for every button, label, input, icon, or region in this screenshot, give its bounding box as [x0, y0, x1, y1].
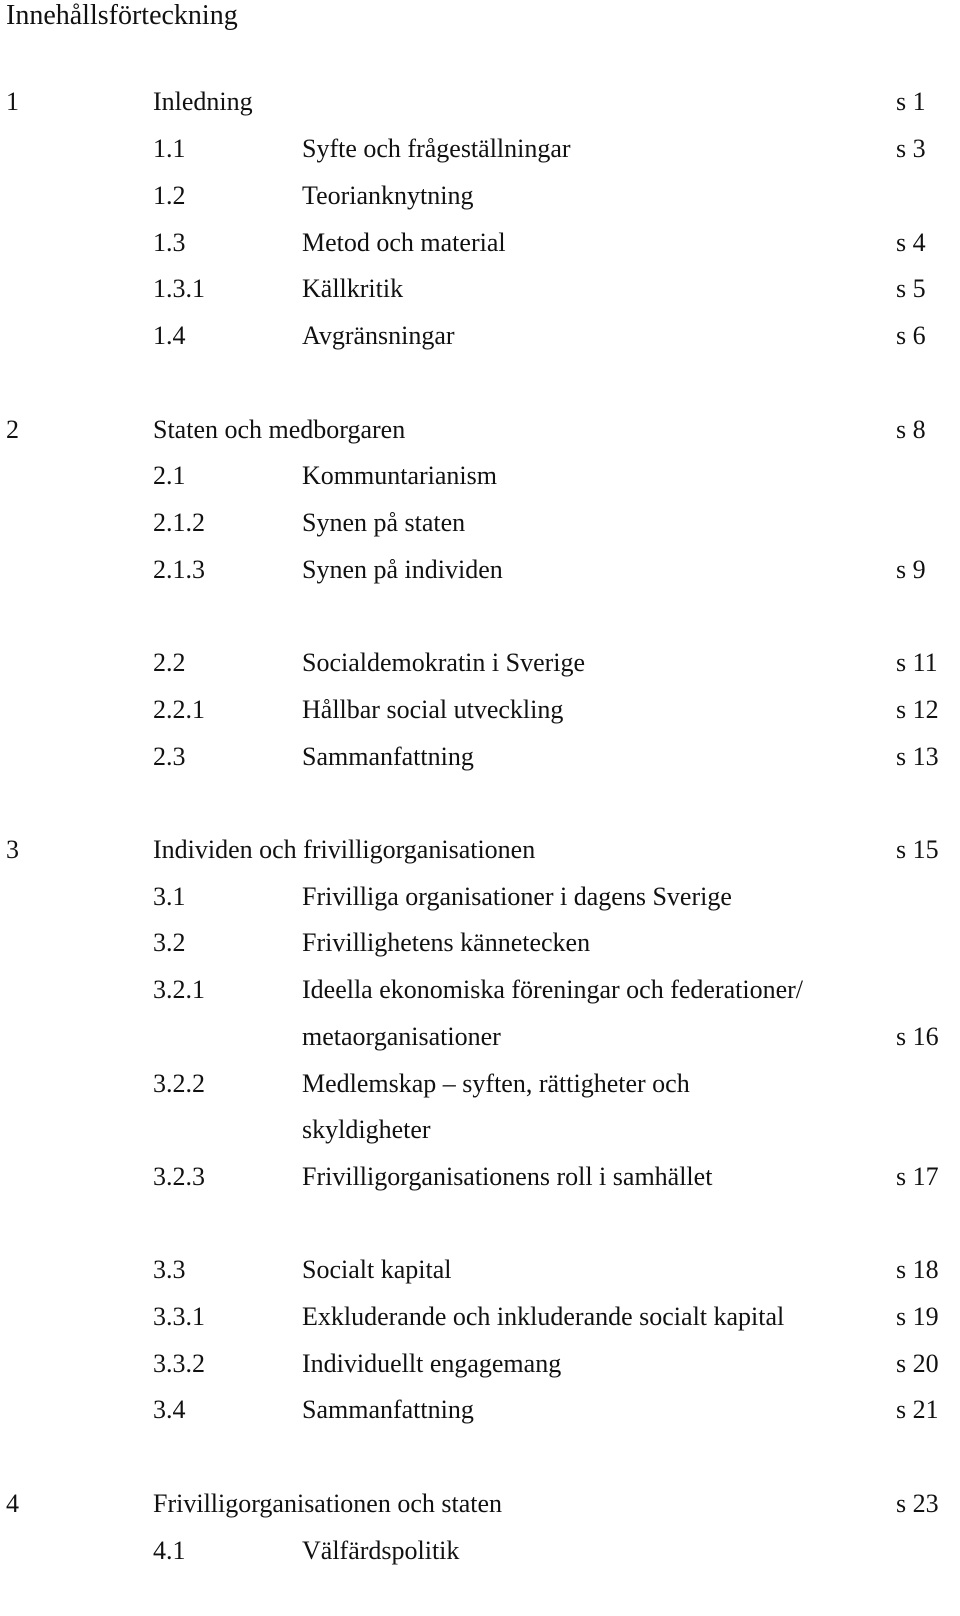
toc-page: s 1 — [896, 87, 926, 116]
toc-label: Källkritik — [302, 274, 404, 303]
toc-number: 2.1 — [153, 461, 186, 490]
toc-label: Individuellt engagemang — [302, 1349, 562, 1378]
toc-entry — [0, 1112, 960, 1148]
toc-entry — [0, 692, 960, 728]
toc-number: 4 — [6, 1489, 19, 1518]
toc-entry — [0, 925, 960, 961]
toc-entry — [0, 318, 960, 354]
toc-number: 3.4 — [153, 1395, 186, 1424]
toc-label: Välfärdspolitik — [302, 1536, 460, 1565]
toc-label: Metod och material — [302, 228, 506, 257]
toc-entry — [0, 832, 960, 868]
toc-entry — [0, 458, 960, 494]
toc-number: 2.1.3 — [153, 555, 205, 584]
toc-number: 4.1 — [153, 1536, 186, 1565]
toc-label: Kommuntarianism — [302, 461, 497, 490]
toc-page: s 17 — [896, 1162, 939, 1191]
toc-entry — [0, 1019, 960, 1055]
toc-label: Individen och frivilligorganisationen — [153, 835, 536, 864]
toc-number: 3.3.1 — [153, 1302, 205, 1331]
toc-number: 3.2.2 — [153, 1069, 205, 1098]
toc-number: 3.2 — [153, 928, 186, 957]
toc-entry — [0, 1252, 960, 1288]
toc-entry — [0, 178, 960, 214]
toc-label: Frivilliga organisationer i dagens Sverige — [302, 882, 732, 911]
toc-number: 1.4 — [153, 321, 186, 350]
toc-label: Inledning — [153, 87, 253, 116]
toc-entry — [0, 84, 960, 120]
toc-number: 2.1.2 — [153, 508, 205, 537]
toc-number: 1.3.1 — [153, 274, 205, 303]
toc-entry — [0, 131, 960, 167]
toc-number: 3.2.3 — [153, 1162, 205, 1191]
toc-page: s 5 — [896, 274, 926, 303]
toc-label: Synen på individen — [302, 555, 503, 584]
toc-page: s 9 — [896, 555, 926, 584]
toc-entry — [0, 412, 960, 448]
toc-number: 3.2.1 — [153, 975, 205, 1004]
toc-page: s 18 — [896, 1255, 939, 1284]
page-title: Innehållsförteckning — [6, 0, 238, 31]
toc-label: Hållbar social utveckling — [302, 695, 564, 724]
toc-entry — [0, 972, 960, 1008]
toc-label: Avgränsningar — [302, 321, 455, 350]
toc-entry — [0, 1486, 960, 1522]
toc-number: 1.1 — [153, 134, 186, 163]
toc-entry — [0, 645, 960, 681]
toc-number: 2.2.1 — [153, 695, 205, 724]
toc-entry — [0, 1533, 960, 1569]
toc-entry — [0, 1159, 960, 1195]
toc-label: Exkluderande och inkluderande socialt kapital — [302, 1302, 785, 1331]
toc-label: metaorganisationer — [302, 1022, 501, 1051]
toc-number: 1.2 — [153, 181, 186, 210]
toc-label: Syfte och frågeställningar — [302, 134, 571, 163]
toc-entry — [0, 1392, 960, 1428]
toc-entry — [0, 739, 960, 775]
toc-entry — [0, 879, 960, 915]
toc-entry — [0, 1299, 960, 1335]
toc-number: 2.3 — [153, 742, 186, 771]
toc-number: 3 — [6, 835, 19, 864]
toc-label: Socialdemokratin i Sverige — [302, 648, 586, 677]
toc-label: Ideella ekonomiska föreningar och federationer/ — [302, 975, 803, 1004]
toc-number: 2.2 — [153, 648, 186, 677]
toc-number: 3.3 — [153, 1255, 186, 1284]
toc-label: Frivilligorganisationen och staten — [153, 1489, 503, 1518]
toc-label: Staten och medborgaren — [153, 415, 406, 444]
toc-label: Medlemskap – syften, rättigheter och — [302, 1069, 690, 1098]
toc-label: Frivillighetens kännetecken — [302, 928, 591, 957]
toc-entry — [0, 552, 960, 588]
toc-number: 3.1 — [153, 882, 186, 911]
toc-page: s 6 — [896, 321, 926, 350]
toc-entry — [0, 505, 960, 541]
toc-number: 1.3 — [153, 228, 186, 257]
toc-page: s 16 — [896, 1022, 939, 1051]
toc-label: Sammanfattning — [302, 1395, 474, 1424]
toc-entry — [0, 1346, 960, 1382]
toc-label: Synen på staten — [302, 508, 466, 537]
toc-entry — [0, 1066, 960, 1102]
toc-entry — [0, 225, 960, 261]
toc-page: s 13 — [896, 742, 939, 771]
toc-page: s 23 — [896, 1489, 939, 1518]
toc-entry — [0, 271, 960, 307]
toc-page: s 20 — [896, 1349, 939, 1378]
toc-page: s 15 — [896, 835, 939, 864]
toc-page: s 8 — [896, 415, 926, 444]
toc-number: 2 — [6, 415, 19, 444]
toc-label: Teorianknytning — [302, 181, 474, 210]
toc-label: Sammanfattning — [302, 742, 474, 771]
toc-number: 1 — [6, 87, 19, 116]
toc-page: s 19 — [896, 1302, 939, 1331]
toc-page: s 3 — [896, 134, 926, 163]
toc-label: Socialt kapital — [302, 1255, 452, 1284]
toc-number: 3.3.2 — [153, 1349, 205, 1378]
toc-label: Frivilligorganisationens roll i samhället — [302, 1162, 713, 1191]
toc-page: s 11 — [896, 648, 938, 677]
toc-page: s 4 — [896, 228, 926, 257]
toc-label: skyldigheter — [302, 1115, 431, 1144]
toc-page: s 21 — [896, 1395, 939, 1424]
toc-page: s 12 — [896, 695, 939, 724]
